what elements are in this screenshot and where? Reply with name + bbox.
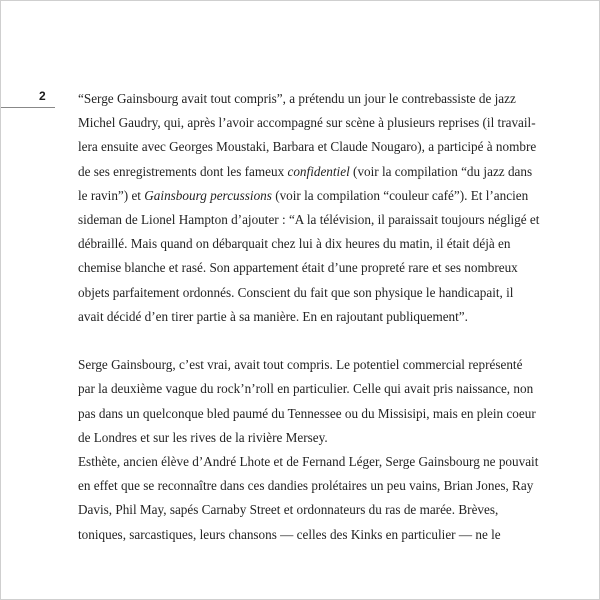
page-number-rule (1, 107, 55, 108)
italic-title: Gainsbourg percussions (144, 187, 272, 203)
text-line (78, 353, 564, 377)
text-run: de ses enregistrements dont les fameux (78, 163, 288, 179)
text-line (78, 523, 564, 547)
body-text (78, 87, 564, 547)
text-line (78, 232, 564, 256)
text-run: le ravin”) et (78, 187, 145, 203)
paragraph (78, 353, 564, 547)
text-line (78, 87, 564, 111)
text-run: Michel Gaudry, qui, après l’avoir accompagné sur scène à plusieurs reprises (il travail- (78, 115, 536, 131)
text-line (78, 377, 564, 401)
text-line (78, 498, 564, 522)
text-line (78, 305, 564, 329)
text-run: avait décidé d’en tirer partie à sa manière. En en rajoutant publiquement”. (78, 308, 468, 324)
text-run: Serge Gainsbourg, c’est vrai, avait tout compris. Le potentiel commercial représenté (78, 357, 523, 373)
text-line (78, 450, 564, 474)
text-run: en effet que se reconnaître dans ces dandies prolétaires un peu vains, Brian Jones, Ray (78, 478, 534, 494)
text-line (78, 135, 564, 159)
italic-title: confidentiel (287, 163, 350, 179)
text-run: par la deuxième vague du rock’n’roll en particulier. Celle qui avait pris naissance, non (78, 381, 534, 397)
text-line (78, 426, 564, 450)
text-run: lera ensuite avec Georges Moustaki, Barbara et Claude Nougaro), a participé à nombre (78, 139, 537, 155)
text-line (78, 256, 564, 280)
text-run: “Serge Gainsbourg avait tout compris”, a prétendu un jour le contrebassiste de jazz (78, 91, 516, 106)
text-run: Esthète, ancien élève d’André Lhote et de Fernand Léger, Serge Gainsbourg ne pouvait (78, 454, 539, 470)
text-run: sideman de Lionel Hampton d’ajouter : “A la télévision, il paraissait toujours négligé et (78, 212, 540, 228)
text-line (78, 184, 564, 208)
text-run: chemise blanche et rasé. Son appartement était d’une propreté rare et ses nombreux (78, 260, 518, 276)
paragraph (78, 87, 564, 329)
paragraph-spacer (78, 329, 564, 353)
text-line (78, 208, 564, 232)
text-run: de Londres et sur les rives de la rivière Mersey. (78, 429, 328, 445)
text-run: objets parfaitement ordonnés. Conscient du fait que son physique le handicapait, il (78, 284, 514, 300)
text-run: toniques, sarcastiques, leurs chansons — celles des Kinks en particulier — ne le (78, 526, 501, 542)
text-line (78, 474, 564, 498)
text-line (78, 281, 564, 305)
text-line (78, 160, 564, 184)
text-line (78, 402, 564, 426)
page-number: 2 (39, 89, 46, 103)
text-run: (voir la compilation “couleur café”). Et l’ancien (271, 187, 529, 203)
text-run: Davis, Phil May, sapés Carnaby Street et ordonnateurs du ras de marée. Brèves, (78, 502, 499, 518)
text-run: débraillé. Mais quand on débarquait chez lui à dix heures du matin, il était déjà en (78, 236, 511, 252)
text-run: (voir la compilation “du jazz dans (349, 163, 533, 179)
text-line (78, 111, 564, 135)
text-run: pas dans un quelconque bled paumé du Tennessee ou du Missisipi, mais en plein coeur (78, 405, 536, 421)
